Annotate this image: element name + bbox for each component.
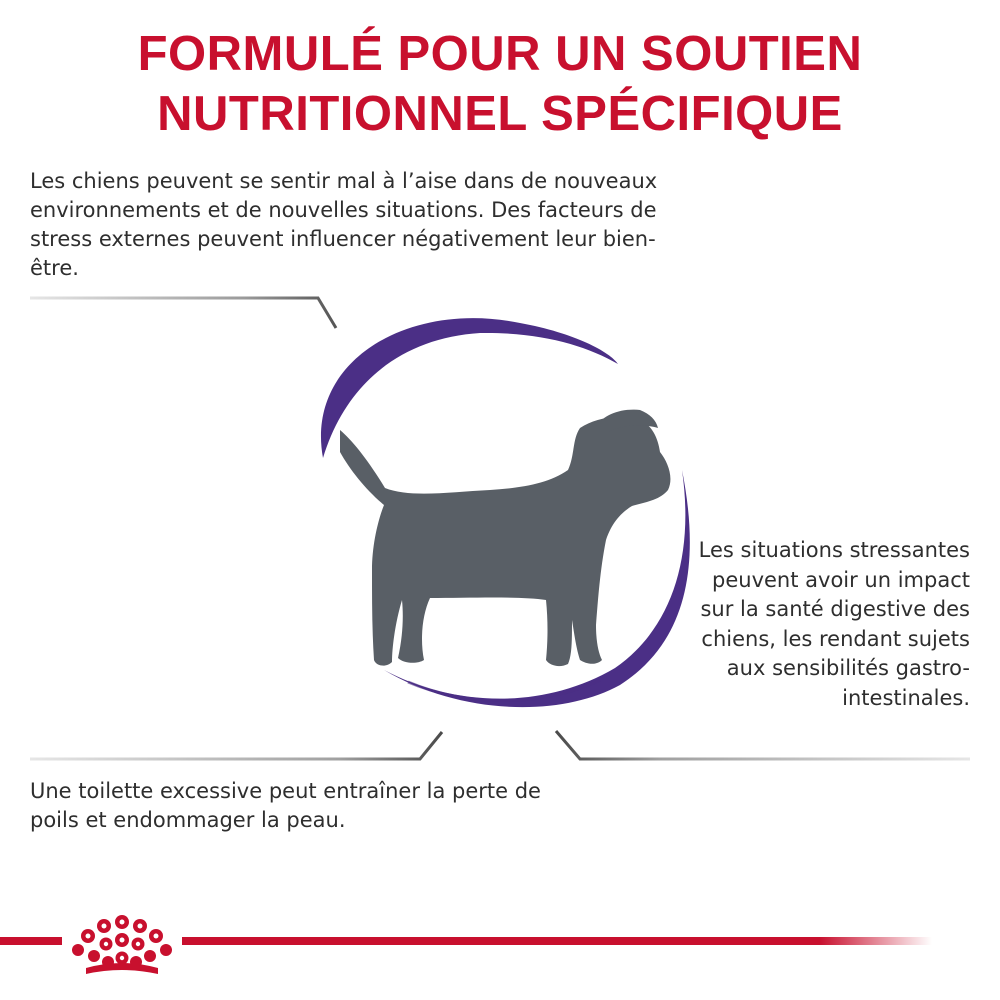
callout-bottom-left: Une toilette excessive peut entraîner la perte de poils et endommager la peau. <box>30 779 541 832</box>
royal-crown-icon <box>68 912 176 978</box>
footer-bar-left <box>0 937 62 945</box>
leader-line-top <box>30 298 336 328</box>
title-line-1: FORMULÉ POUR UN SOUTIEN <box>137 27 863 81</box>
callout-right: Les situations stressantes peuvent avoir un impact sur la santé digestive des chiens, les rendant sujets aux sensibilités gastro-intestinales. <box>698 538 970 710</box>
leader-line-bottom-right <box>556 731 970 759</box>
dog-silhouette-icon <box>340 410 670 666</box>
footer-bar-right <box>182 937 932 945</box>
leader-line-bottom-left <box>30 732 442 759</box>
title-line-2: NUTRITIONNEL SPÉCIFIQUE <box>157 87 843 141</box>
callout-top-left: Les chiens peuvent se sentir mal à l’aise dans de nouveaux environnements et de nouvelles situations. Des facteurs de stress externes peuvent influencer négativement leur bien-être. <box>30 169 658 280</box>
